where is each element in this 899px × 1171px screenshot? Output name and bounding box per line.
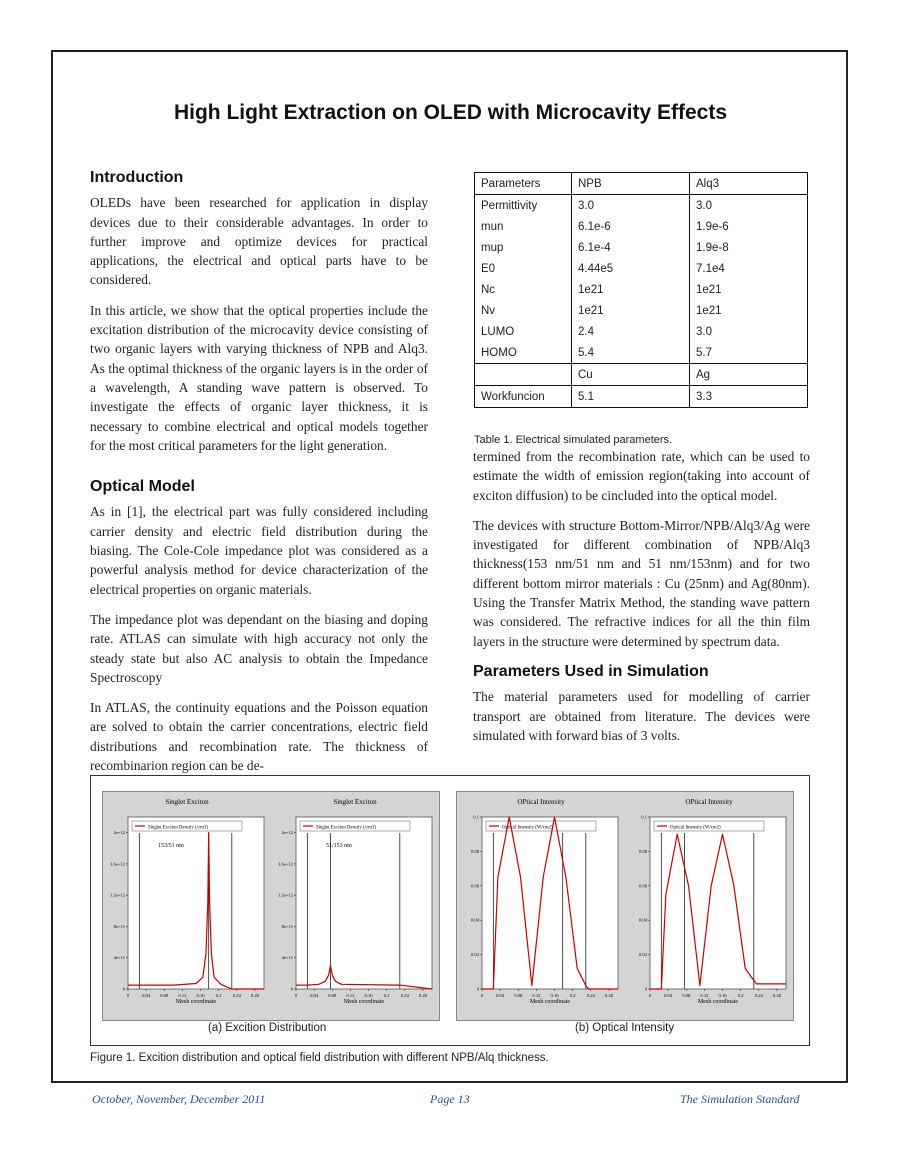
y-tick-label: 1.2e+12 — [110, 892, 125, 898]
x-tick-label: 0.04 — [496, 993, 505, 998]
table-cell: 5.4 — [572, 342, 690, 364]
table-row — [475, 364, 808, 386]
x-tick-label: 0.08 — [328, 993, 337, 998]
thickness-annotation: 153/51 nm — [158, 843, 184, 849]
table-row — [475, 237, 808, 258]
legend-label: Singlet Exciton Density (/cm3) — [148, 825, 208, 831]
table-row — [475, 279, 808, 300]
x-tick-label: 0.24 — [400, 993, 409, 998]
x-axis-label: Mesh coordinate — [175, 999, 217, 1005]
intro-paragraph-1: OLEDs have been researched for application in display devices due to their considerable advantages. In order to further improve and optimize devices for practical applications, the electrical and optical parts have to be considered. — [90, 195, 428, 288]
x-tick-label: 0.28 — [604, 993, 613, 998]
y-tick-label: 0.06 — [638, 883, 647, 889]
optical-paragraph-1: As in [1], the electrical part was fully considered including carrier density and electric field distribution during the biasing. The Cole-Cole impedance plot was considered as a powerful analysis method for device characterization of the electrical properties on organic materials. — [90, 504, 428, 597]
optical-model-heading: Optical Model — [90, 478, 195, 496]
chart-title: Singlet Exciton — [333, 798, 377, 806]
x-tick-label: 0.04 — [664, 993, 673, 998]
table-row — [475, 216, 808, 237]
x-tick-label: 0.04 — [142, 993, 151, 998]
right-paragraph-1: termined from the recombination rate, which can be used to estimate the width of emission region(taking into account of exciton diffusion) to be cincluded into the optical model. — [473, 449, 810, 503]
y-tick-label: 0.08 — [638, 848, 647, 854]
x-tick-label: 0.24 — [586, 993, 595, 998]
left-column — [90, 168, 428, 786]
figure-caption: Figure 1. Excition distribution and optical field distribution with different NPB/Alq thickness. — [90, 1052, 549, 1064]
y-tick-label: 0.1 — [641, 814, 647, 820]
footer-publication: The Simulation Standard — [680, 1092, 800, 1106]
table-row — [475, 342, 808, 364]
right-column — [473, 447, 810, 756]
x-tick-label: 0.28 — [418, 993, 427, 998]
table-cell: Cu — [572, 364, 690, 386]
footer-date: October, November, December 2011 — [92, 1092, 266, 1106]
y-tick-label: 2e+12 — [281, 830, 293, 836]
table-cell — [475, 364, 572, 386]
table-cell: Workfuncion — [475, 386, 572, 408]
table-cell: 5.1 — [572, 386, 690, 408]
table-cell: 3.0 — [572, 195, 690, 217]
legend-label: Singlet Exciton Density (/cm3) — [316, 825, 376, 831]
right-paragraph-2: The devices with structure Bottom-Mirror/NPB/Alq3/Ag were investigated for different combination of NPB/Alq3 thickness(153 nm/51 nm and 51 nm/153nm) and for two different bottom mirror materials : Cu (25nm) and Ag(80nm). Using the Transfer Matrix Method, the standing wave pattern was considered. The refractive indices for all the thin film layers in the structure were determined by spectrum data. — [473, 517, 810, 649]
table-cell: 3.0 — [690, 321, 808, 342]
intro-paragraph-2: In this article, we show that the optical properties include the excitation distribution of the microcavity device consisting of two organic layers with varying thickness of NPB and Alq3. As the optimal thickness of the organic layers is in the order of a wavelength, A standing wave pattern is observed. To investigate the effects of organic layer thickness, it is necessary to combine electrical and optical models together for the most critical parameters for the light generation. — [90, 302, 428, 453]
parameters-table — [474, 172, 808, 408]
table-cell: Nv — [475, 300, 572, 321]
footer-page: Page 13 — [430, 1092, 470, 1106]
x-tick-label: 0.12 — [178, 993, 187, 998]
x-tick-label: 0 — [480, 993, 484, 998]
x-tick-label: 0.16 — [718, 993, 727, 998]
plot-area — [128, 817, 264, 989]
y-tick-label: 1.6e+12 — [278, 861, 293, 867]
subcaption-a: (a) Excition Distribution — [208, 1022, 327, 1034]
introduction-heading: Introduction — [90, 169, 184, 186]
table-cell: 1e21 — [690, 279, 808, 300]
x-tick-label: 0.16 — [196, 993, 205, 998]
table-row — [475, 386, 808, 408]
x-tick-label: 0.08 — [682, 993, 691, 998]
x-tick-label: 0 — [126, 993, 130, 998]
subcaption-b: (b) Optical Intensity — [575, 1022, 675, 1034]
chart-title: Singlet Exciton — [165, 798, 209, 806]
plot-area — [650, 817, 786, 989]
x-tick-label: 0.16 — [550, 993, 559, 998]
x-tick-label: 0.24 — [232, 993, 241, 998]
table-cell: 5.7 — [690, 342, 808, 364]
x-tick-label: 0.28 — [772, 993, 781, 998]
table-cell: 2.4 — [572, 321, 690, 342]
page-title: High Light Extraction on OLED with Microcavity Effects — [173, 101, 728, 124]
table-cell: Ag — [690, 364, 808, 386]
y-tick-label: 1.2e+12 — [278, 892, 293, 898]
table-cell: 6.1e-4 — [572, 237, 690, 258]
y-tick-label: 8e+11 — [281, 923, 293, 929]
table-cell: 6.1e-6 — [572, 216, 690, 237]
table-cell: 4.44e5 — [572, 258, 690, 279]
optical-paragraph-2: The impedance plot was dependant on the biasing and doping rate. ATLAS can simulate with high accuracy not only the steady state but also AC analysis to obtain the Impedance Spectroscopy — [90, 611, 428, 685]
y-tick-label: 0.02 — [470, 952, 479, 958]
table-cell: mup — [475, 237, 572, 258]
table-header-cell: Parameters — [475, 173, 572, 195]
table-cell: HOMO — [475, 342, 572, 364]
table-cell: mun — [475, 216, 572, 237]
table-cell: 3.0 — [690, 195, 808, 217]
x-tick-label: 0.2 — [215, 993, 222, 998]
table-row — [475, 258, 808, 279]
table-cell: E0 — [475, 258, 572, 279]
table-cell: 1e21 — [690, 300, 808, 321]
y-tick-label: 0.04 — [638, 917, 647, 923]
table-cell: 1.9e-8 — [690, 237, 808, 258]
x-tick-label: 0.24 — [754, 993, 763, 998]
y-tick-label: 1.6e+12 — [110, 861, 125, 867]
x-tick-label: 0.08 — [514, 993, 523, 998]
x-tick-label: 0 — [294, 993, 298, 998]
optical-plot-51-153 — [626, 793, 792, 1017]
y-tick-label: 0.04 — [470, 917, 479, 923]
x-tick-label: 0.08 — [160, 993, 169, 998]
chart-title: OPtical Intensity — [685, 798, 733, 806]
x-tick-label: 0.12 — [532, 993, 541, 998]
x-tick-label: 0.2 — [383, 993, 390, 998]
optical-paragraph-3: In ATLAS, the continuity equations and the Poisson equation are solved to obtain the carrier concentrations, electric field distributions and recombination rate. The thickness of recombinarion region can be de- — [90, 700, 428, 774]
thickness-annotation: 51/153 nm — [326, 843, 352, 849]
y-tick-label: 0.02 — [638, 952, 647, 958]
x-axis-label: Mesh coordinate — [697, 999, 739, 1005]
x-tick-label: 0.2 — [569, 993, 576, 998]
plot-area — [296, 817, 432, 989]
y-tick-label: 2e+12 — [113, 830, 125, 836]
x-axis-label: Mesh coordinate — [343, 999, 385, 1005]
x-tick-label: 0.16 — [364, 993, 373, 998]
x-tick-label: 0.12 — [700, 993, 709, 998]
table-header-row — [475, 173, 808, 195]
table-cell: LUMO — [475, 321, 572, 342]
y-tick-label: 0.08 — [470, 848, 479, 854]
exciton-plot-153-51 — [104, 793, 270, 1017]
optical-plot-153-51 — [458, 793, 624, 1017]
x-tick-label: 0.2 — [737, 993, 744, 998]
table-caption: Table 1. Electrical simulated parameters. — [474, 434, 673, 446]
table-cell: 7.1e4 — [690, 258, 808, 279]
parameters-heading: Parameters Used in Simulation — [473, 662, 709, 680]
table-row — [475, 321, 808, 342]
table-row — [475, 195, 808, 217]
x-tick-label: 0.28 — [250, 993, 259, 998]
table-cell: 1.9e-6 — [690, 216, 808, 237]
y-tick-label: 0 — [476, 986, 479, 992]
table-cell: 1e21 — [572, 300, 690, 321]
table-cell: Nc — [475, 279, 572, 300]
table-cell: Permittivity — [475, 195, 572, 217]
table-header-cell: NPB — [572, 173, 690, 195]
right-paragraph-3: The material parameters used for modelling of carrier transport are obtained from literature. The devices were simulated with forward bias of 3 volts. — [473, 689, 810, 743]
y-tick-label: 0.06 — [470, 883, 479, 889]
table-header-cell: Alq3 — [690, 173, 808, 195]
y-tick-label: 8e+11 — [113, 923, 125, 929]
x-tick-label: 0 — [648, 993, 652, 998]
y-tick-label: 4e+11 — [113, 955, 125, 961]
y-tick-label: 0.1 — [473, 814, 479, 820]
y-tick-label: 0 — [290, 986, 293, 992]
x-tick-label: 0.12 — [346, 993, 355, 998]
y-tick-label: 4e+11 — [281, 955, 293, 961]
legend-label: Optical Intensity (W/cm2) — [502, 825, 553, 831]
x-tick-label: 0.04 — [310, 993, 319, 998]
table-row — [475, 300, 808, 321]
table-cell: 3.3 — [690, 386, 808, 408]
y-tick-label: 0 — [122, 986, 125, 992]
exciton-plot-51-153 — [272, 793, 438, 1017]
chart-title: OPtical Intensity — [517, 798, 565, 806]
y-tick-label: 0 — [644, 986, 647, 992]
legend-label: Optical Intensity (W/cm2) — [670, 825, 721, 831]
x-axis-label: Mesh coordinate — [529, 999, 571, 1005]
table-cell: 1e21 — [572, 279, 690, 300]
